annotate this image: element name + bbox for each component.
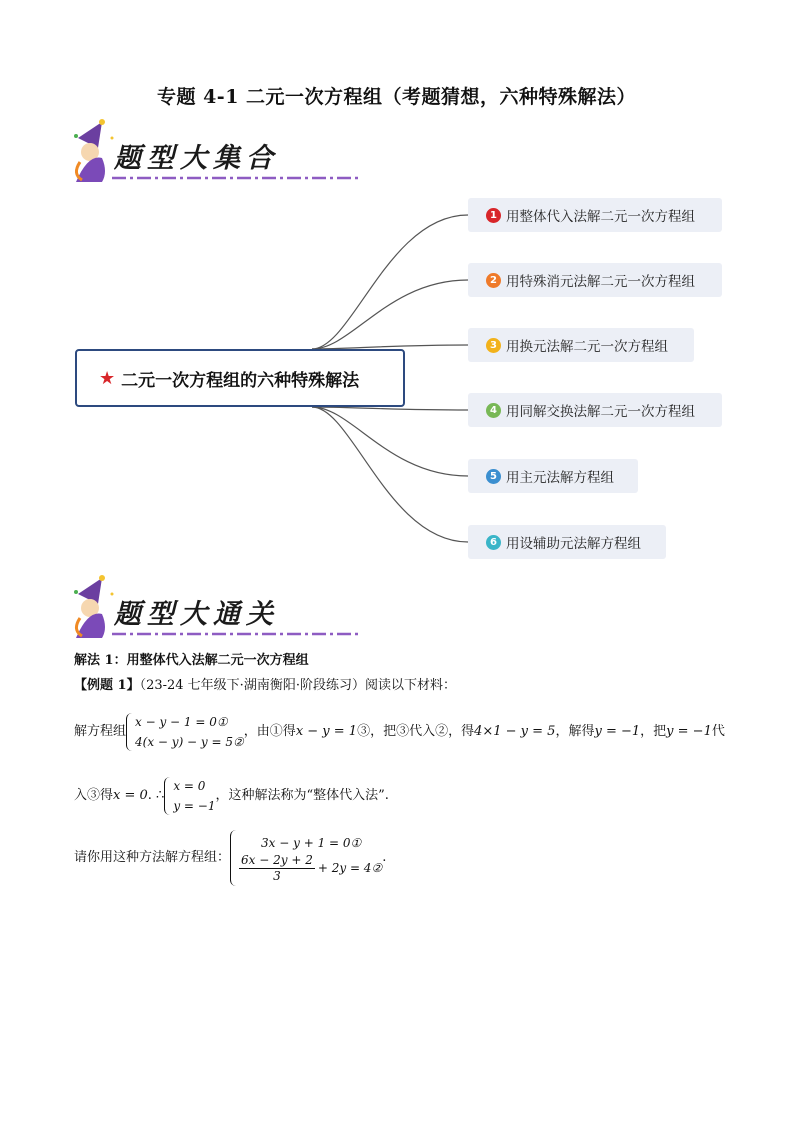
banner-title: 题型大通关 <box>114 599 279 630</box>
text: . ∴ <box>147 787 165 803</box>
page-title: 专题 4-1 二元一次方程组（考题猜想，六种特殊解法） <box>156 86 637 108</box>
section-banner-practice <box>68 574 308 640</box>
solution-system <box>164 776 215 816</box>
node-label: 用同解交换法解二元一次方程组 <box>506 404 695 420</box>
text: ，解得 <box>555 723 595 739</box>
denominator: 3 <box>273 868 281 883</box>
method-heading: 解法 1：用整体代入法解二元一次方程组 <box>74 653 309 668</box>
banner-title: 题型大集合 <box>114 143 279 174</box>
number-badge-icon: 3 <box>486 338 501 353</box>
connector-line <box>312 280 468 349</box>
expression: y = −1 <box>594 723 641 739</box>
mindmap-node-5 <box>468 459 638 493</box>
node-label: 用整体代入法解二元一次方程组 <box>506 209 695 225</box>
connector-line <box>312 407 468 410</box>
node-label: 用设辅助元法解方程组 <box>506 536 641 552</box>
example-source: （23-24 七年级下·湖南衡阳·阶段练习）阅读以下材料： <box>139 678 456 693</box>
equation: 4(x − y) − y = 5② <box>135 735 244 749</box>
example-intro <box>74 677 456 695</box>
text: 解方程组 <box>74 723 127 739</box>
equation: x = 0 <box>173 779 206 793</box>
paragraph-3 <box>74 830 386 886</box>
text: 入③得 <box>74 787 114 803</box>
connector-line <box>312 407 468 476</box>
equation: x − y − 1 = 0① <box>135 715 228 729</box>
banner-underline <box>112 630 358 638</box>
number-badge-icon: 4 <box>486 403 501 418</box>
expression: x − y = 1 <box>295 723 358 739</box>
numerator: 6x − 2y + 2 <box>241 852 313 867</box>
mindmap-node-6 <box>468 525 666 559</box>
text: 代 <box>711 723 725 739</box>
mindmap-node-3 <box>468 328 694 362</box>
equation: 3x − y + 1 = 0① <box>261 835 362 850</box>
number-badge-icon: 1 <box>486 208 501 223</box>
equation-system-2 <box>230 830 382 886</box>
text: ，把 <box>640 723 667 739</box>
node-label: 用主元法解方程组 <box>506 470 614 486</box>
brace-icon <box>126 713 133 751</box>
text: ，这种解法称为“整体代入法”. <box>215 787 389 803</box>
node-label: 用特殊消元法解二元一次方程组 <box>506 274 695 290</box>
mindmap-central-topic <box>75 349 405 407</box>
brace-icon <box>230 830 237 886</box>
example-label: 【例题 1】 <box>74 678 140 693</box>
paragraph-2 <box>74 776 389 816</box>
mindmap-node-2 <box>468 263 722 297</box>
equation: + 2y = 4② <box>317 860 383 875</box>
brace-icon <box>164 777 171 815</box>
expression: y = −1 <box>666 723 712 739</box>
expression: x = 0 <box>113 787 148 803</box>
text: ③，把③代入②，得 <box>357 723 475 739</box>
node-label: 用换元法解二元一次方程组 <box>506 339 668 355</box>
mindmap-node-4 <box>468 393 722 427</box>
number-badge-icon: 6 <box>486 535 501 550</box>
number-badge-icon: 5 <box>486 469 501 484</box>
star-icon: ★ <box>99 367 116 389</box>
number-badge-icon: 2 <box>486 273 501 288</box>
paragraph-1 <box>74 712 725 752</box>
text: 请你用这种方法解方程组： <box>74 849 231 865</box>
equation: y = −1 <box>173 799 216 813</box>
equation-system-1 <box>126 712 244 752</box>
mindmap-node-1 <box>468 198 722 232</box>
fraction <box>239 853 315 884</box>
expression: 4×1 − y = 5 <box>474 723 556 739</box>
text: . <box>382 849 387 865</box>
text: ，由①得 <box>243 723 296 739</box>
central-topic-label: 二元一次方程组的六种特殊解法 <box>121 370 360 391</box>
